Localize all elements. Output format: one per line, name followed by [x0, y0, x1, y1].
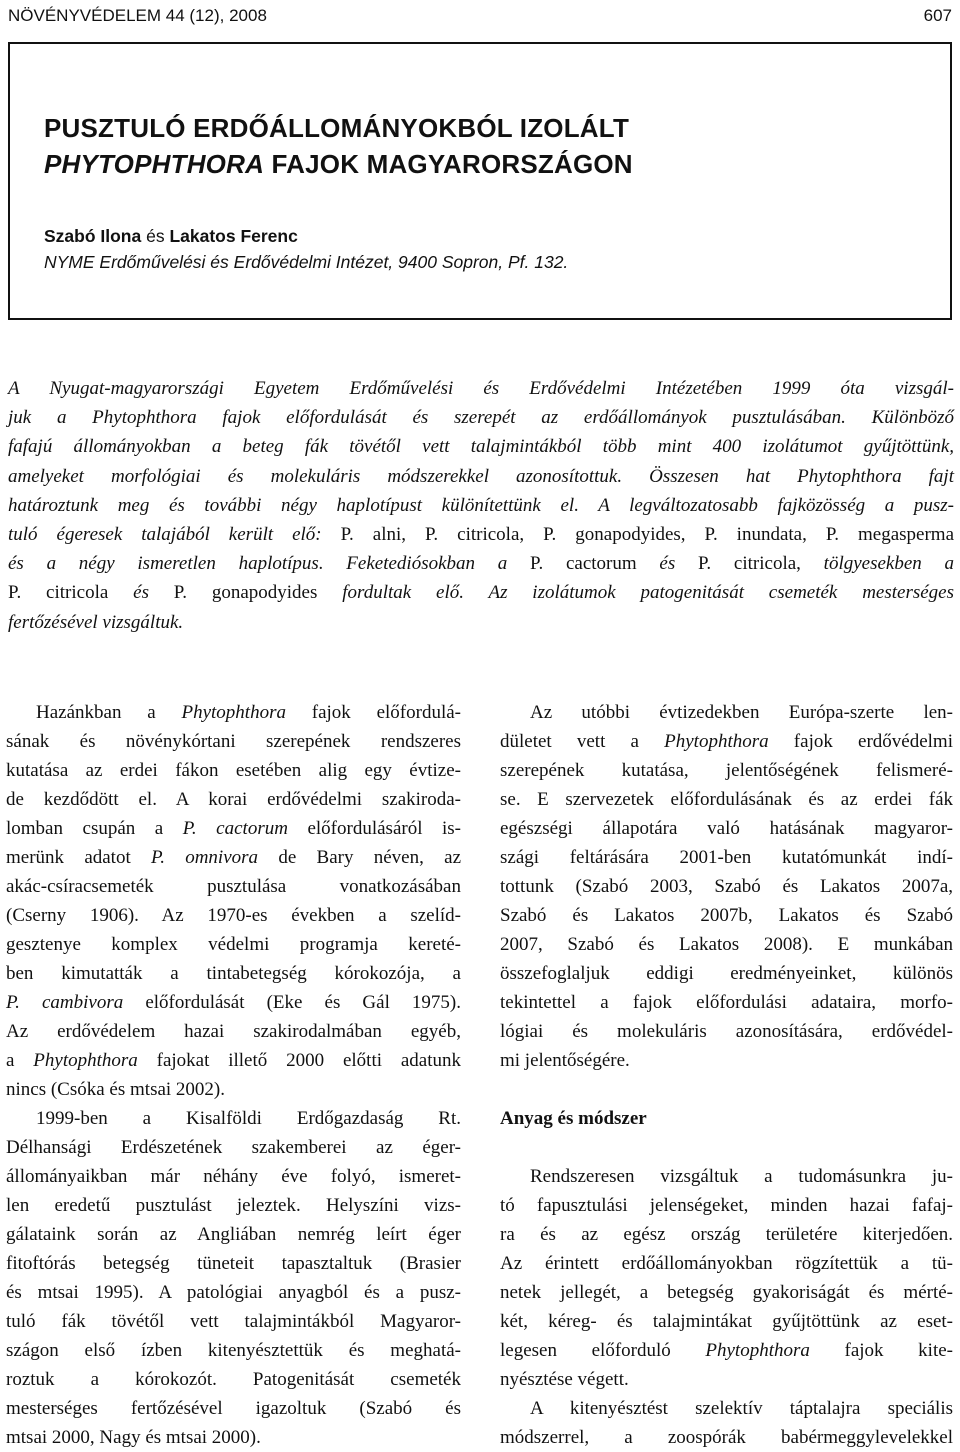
abstract-line: fertőzésével vizsgáltuk.: [8, 611, 184, 633]
body-line: mesterséges fertőzésével igazoltuk (Szabó és: [6, 1398, 461, 1419]
body-text: előfordulásáról is-: [287, 818, 462, 839]
author-2: Lakatos Ferenc: [169, 226, 298, 246]
running-head: [8, 6, 952, 26]
body-line: Az utóbbi évtizedekben Európa-szerte len-: [530, 702, 953, 723]
body-line: tekintettel a fajok előfordulási adataira, morfo-: [500, 992, 953, 1013]
author-1: Szabó Ilona: [44, 226, 142, 246]
body-text: Hazánkban a: [36, 702, 182, 723]
abstract-text: tölgyesekben a: [800, 553, 955, 575]
body-line: [6, 1046, 461, 1075]
body-line: netek jellegét, a betegség gyakoriságát és mérté-: [500, 1282, 953, 1303]
genus-name: Phytophthora: [664, 731, 769, 752]
authors: [44, 224, 298, 248]
title-line-1: PUSZTULÓ ERDŐÁLLOMÁNYOKBÓL IZOLÁLT: [44, 113, 630, 143]
body-line: roztuk a kórokozót. Patogenitását csemeték: [6, 1369, 461, 1390]
body-line: 1999-ben a Kisalföldi Erdőgazdaság Rt.: [36, 1108, 461, 1129]
abstract-line: határoztunk meg és további négy haplotípust különítettünk el. A legváltozatosabb fajközösség a pusz-: [8, 494, 954, 516]
body-line: állományaikban már néhány éve folyó, ismeret-: [6, 1166, 461, 1187]
body-line: szágon első ízben kitenyésztettük és meghatá-: [6, 1340, 461, 1361]
species-name: P. omnivora: [151, 847, 259, 868]
body-line: [500, 1336, 953, 1365]
body-text: a: [6, 1050, 34, 1071]
title-line-2: [44, 146, 633, 182]
title-box: [8, 42, 952, 320]
left-column: [6, 698, 461, 1452]
right-column: [500, 698, 953, 1452]
abstract-text: tuló égeresek talajából került elő:: [8, 524, 341, 546]
body-line: Az érintett erdőállományokban rögzítettük a tü-: [500, 1253, 953, 1274]
body-line: nincs (Csóka és mtsai 2002).: [6, 1079, 226, 1100]
species-name: P. cambivora: [6, 992, 124, 1013]
body-line: szerepének kutatása, jelentőségének felismeré-: [500, 760, 953, 781]
body-line: kutatása az erdei fákon esetében alig egy évtize-: [6, 760, 461, 781]
body-line: de kezdődött el. A korai erdővédelmi szakiroda-: [6, 789, 461, 810]
body-text: fajok előfordulá-: [285, 702, 461, 723]
body-text: dületet vett a: [500, 731, 665, 752]
abstract-line: juk a Phytophthora fajok előfordulását és szerepét az erdőállományok pusztulásában. Különböző: [8, 407, 954, 429]
body-line: tuló fák tövétől vett talajmintákból Magyaror-: [6, 1311, 461, 1332]
body-line: se. E szervezetek előfordulásának és az erdei fák: [500, 789, 953, 810]
affiliation: NYME Erdőművelési és Erdővédelmi Intézet, 9400 Sopron, Pf. 132.: [44, 252, 569, 272]
body-text: merünk adatot: [6, 847, 152, 868]
body-line: akác-csíracsemeték pusztulása vonatkozásában: [6, 876, 461, 897]
title-genus: PHYTOPHTHORA: [44, 149, 265, 179]
body-text: fajok erdővédelmi: [768, 731, 953, 752]
body-line: A kitenyésztést szelektív táptalajra speciális: [530, 1398, 953, 1419]
body-line: (Cserny 1906). Az 1970-es években a szelíd-: [6, 905, 461, 926]
body-line: fitoftórás betegség tüneteit tapasztaltuk (Brasier: [6, 1253, 461, 1274]
authors-and: és: [141, 226, 170, 246]
body-line: len eredetű pusztulást jeleztek. Helyszíni vizs-: [6, 1195, 461, 1216]
article-title: [44, 110, 633, 182]
journal-citation: NÖVÉNYVÉDELEM 44 (12), 2008: [8, 6, 267, 25]
species-name: P. gonapodyides: [173, 582, 318, 604]
page-number: 607: [923, 6, 952, 25]
body-text: fajokat illető 2000 előtti adatunk: [137, 1050, 461, 1071]
body-line: mtsai 2000, Nagy és mtsai 2000).: [6, 1427, 261, 1448]
abstract-text: és: [108, 582, 174, 604]
body-line: tottunk (Szabó 2003, Szabó és Lakatos 2007a,: [500, 876, 953, 897]
body-line: Délhansági Erdészetének szakemberei az éger-: [6, 1137, 461, 1158]
body-line: sának és növénykórtani szerepének rendszeres: [6, 731, 461, 752]
species-name: P. citricola,: [697, 553, 801, 575]
body-line: és mtsai 1995). A patológiai anyagból és a pusz-: [6, 1282, 461, 1303]
body-line: gálataink során az Angliában nemrég leírt éger: [6, 1224, 461, 1245]
body-line: lógiai és molekuláris azonosítására, erdővédel-: [500, 1021, 953, 1042]
body-line: két, kéreg- és talajmintákat gyűjtöttünk az eset-: [500, 1311, 953, 1332]
genus-name: Phytophthora: [181, 702, 286, 723]
abstract-line: [8, 578, 954, 607]
body-text: lomban csupán a: [6, 818, 183, 839]
body-line: gesztenye komplex védelmi programja kereté-: [6, 934, 461, 955]
body-text: fajok kite-: [809, 1340, 953, 1361]
body-line: [6, 814, 461, 843]
body-line: [6, 988, 461, 1017]
body-line: összefoglaljuk eddigi eredményeinket, különös: [500, 963, 953, 984]
abstract-text: és: [636, 553, 698, 575]
body-line: Az erdővédelem hazai szakirodalmában egyéb,: [6, 1021, 461, 1042]
abstract-line: fafajú állományokban a beteg fák tövétől vett talajmintákból több mint 400 izolátumot gyűjtöttünk,: [8, 436, 954, 458]
abstract-line: [8, 549, 954, 578]
body-line: mi jelentőségére.: [500, 1050, 630, 1071]
species-name: P. citricola: [8, 582, 109, 604]
genus-name: Phytophthora: [705, 1340, 810, 1361]
body-line: Szabó és Lakatos 2007b, Lakatos és Szabó: [500, 905, 953, 926]
body-line: egészségi állapotára való hatásának magyaror-: [500, 818, 953, 839]
section-heading: Anyag és módszer: [500, 1108, 647, 1129]
abstract-text: és a négy ismeretlen haplotípus. Feketediósokban a: [8, 553, 531, 575]
body-text: de Bary néven, az: [258, 847, 462, 868]
abstract-line: A Nyugat-magyarországi Egyetem Erdőművelési és Erdővédelmi Intézetében 1999 óta vizsgál-: [8, 378, 954, 399]
body-line: [6, 843, 461, 872]
body-line: ben kimutatták a tintabetegség kórokozója, a: [6, 963, 461, 984]
genus-name: Phytophthora: [33, 1050, 138, 1071]
body-line: 2007, Szabó és Lakatos 2008). E munkában: [500, 934, 953, 955]
body-line: tó fapusztulási jelenségeket, minden hazai fafaj-: [500, 1195, 953, 1216]
species-name: P. cactorum: [182, 818, 288, 839]
body-line: ra és az egész ország területére kiterjedően.: [500, 1224, 953, 1245]
body-line: módszerrel, a zoospórák babérmeggylevelekkel: [500, 1427, 953, 1448]
body-line: nyésztése végett.: [500, 1369, 629, 1390]
body-line: Rendszeresen vizsgáltuk a tudomásunkra ju-: [530, 1166, 953, 1187]
body-text: legesen előforduló: [500, 1340, 706, 1361]
species-name: P. cactorum: [530, 553, 637, 575]
title-line-2-rest: FAJOK MAGYARORSZÁGON: [264, 149, 633, 179]
abstract-text: fordultak elő. Az izolátumok patogenitását csemeték mesterséges: [317, 582, 955, 604]
body-line: [500, 727, 953, 756]
body-line: szági feltárására 2001-ben kutatómunkát indí-: [500, 847, 953, 868]
abstract: [8, 374, 954, 637]
abstract-line: amelyeket morfológiai és molekuláris módszerekkel azonosítottuk. Összesen hat Phytophthora fajt: [8, 465, 954, 487]
species-names: P. alni, P. citricola, P. gonapodyides, P. inundata, P. megasperma: [340, 524, 955, 546]
body-text: előfordulását (Eke és Gál 1975).: [123, 992, 462, 1013]
abstract-line: [8, 520, 954, 549]
body-line: [6, 698, 461, 727]
